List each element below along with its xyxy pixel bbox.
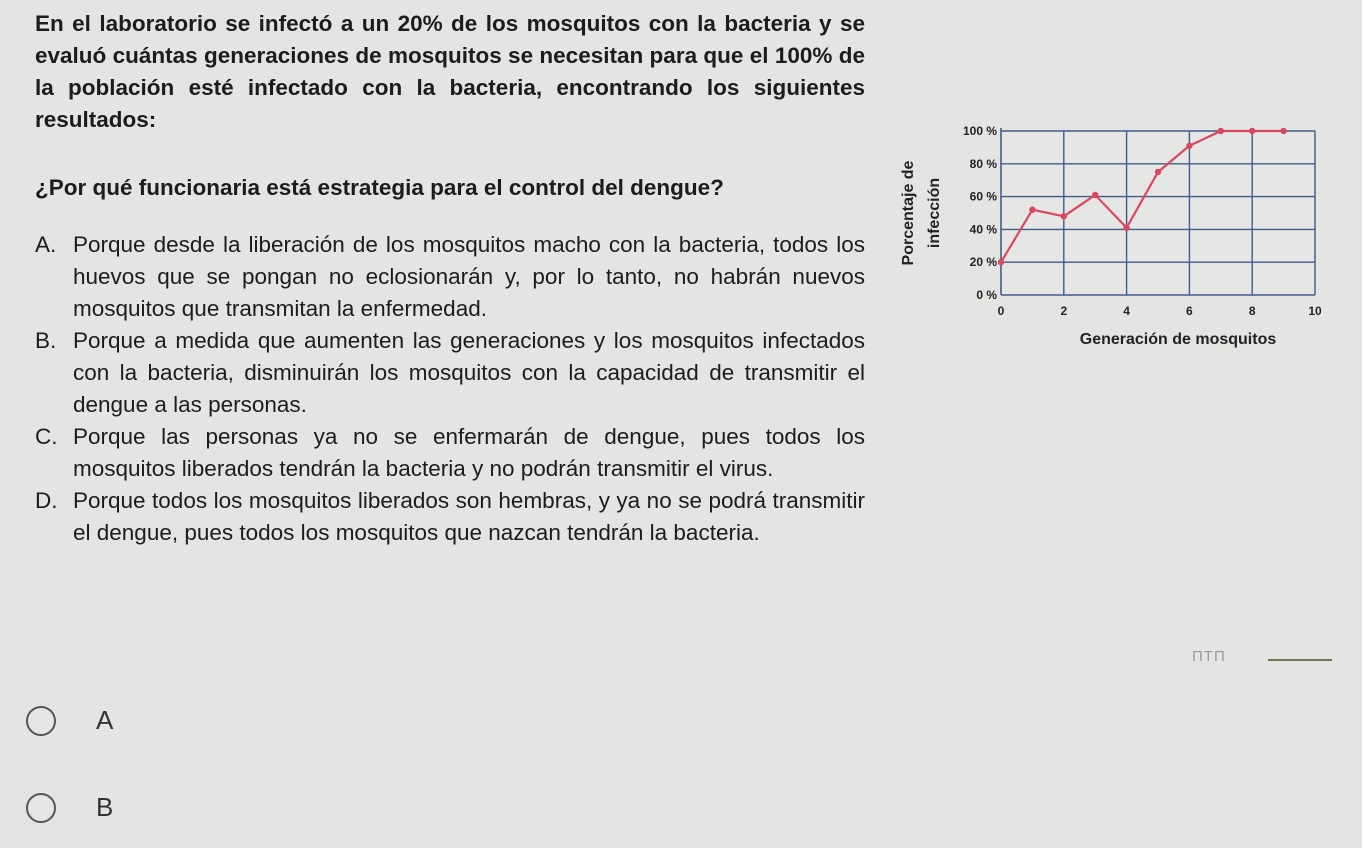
answer-option-a[interactable]	[26, 705, 113, 736]
question-intro: En el laboratorio se infectó a un 20% de los mosquitos con la bacteria y se evaluó cuántas generaciones de mosquitos se necesitan para que el 100% de la población esté infectado con la bacteria, encontrando los siguientes resultados:	[35, 11, 865, 132]
x-tick-label: 2	[1060, 304, 1068, 318]
option-letter: B.	[35, 328, 57, 353]
data-point	[1186, 143, 1192, 149]
x-axis-title: Generación de mosquitos	[1079, 331, 1277, 348]
option-text: Porque las personas ya no se enfermarán de dengue, pues todos los mosquitos liberados tendrán la bacteria y no podrán transmitir el virus.	[73, 424, 865, 481]
answer-option-b[interactable]	[26, 792, 113, 823]
option-d	[35, 485, 865, 549]
option-letter: C.	[35, 424, 58, 449]
y-tick-label: 20 %	[969, 255, 997, 270]
options-list	[35, 229, 865, 549]
data-point	[1029, 207, 1035, 213]
faint-text: ПТП	[1192, 648, 1226, 665]
y-tick-label: 80 %	[969, 156, 997, 171]
x-tick-label: 0	[997, 304, 1005, 318]
question-prompt: ¿Por qué funcionaria está estrategia para el control del dengue?	[35, 175, 724, 200]
infection-chart	[880, 110, 1350, 370]
answer-label-a: A	[96, 705, 114, 735]
x-tick-label: 6	[1186, 304, 1193, 318]
x-tick-label: 8	[1248, 304, 1256, 318]
data-point	[1061, 213, 1067, 219]
option-text: Porque desde la liberación de los mosquitos macho con la bacteria, todos los huevos que se pongan no eclosionarán y, por lo tanto, no habrán nuevos mosquitos que transmitan la enfermedad.	[73, 232, 865, 321]
y-tick-label: 40 %	[969, 222, 997, 237]
x-tick-label: 4	[1123, 304, 1130, 318]
faint-underline	[1268, 659, 1332, 661]
option-a	[35, 229, 865, 325]
question-block	[35, 8, 865, 549]
radio-button-b[interactable]	[26, 793, 56, 823]
option-b	[35, 325, 865, 421]
chart-svg	[880, 110, 1350, 370]
option-letter: D.	[35, 488, 58, 513]
x-tick-label: 10	[1308, 304, 1322, 318]
data-point	[1092, 192, 1098, 198]
y-axis-title: infección	[926, 177, 943, 249]
y-tick-label: 100 %	[962, 124, 997, 138]
data-point	[1155, 169, 1161, 175]
data-point	[1123, 225, 1129, 231]
data-point	[1249, 128, 1255, 134]
data-point	[998, 259, 1004, 265]
option-letter: A.	[35, 232, 57, 257]
radio-button-a[interactable]	[26, 706, 56, 736]
y-tick-label: 0 %	[976, 288, 997, 302]
option-text: Porque a medida que aumenten las generaciones y los mosquitos infectados con la bacteria, disminuirán los mosquitos con la capacidad de transmitir el dengue a las personas.	[73, 328, 865, 417]
data-point	[1280, 128, 1286, 134]
answer-label-b: B	[96, 792, 114, 822]
option-c	[35, 421, 865, 485]
data-point	[1218, 128, 1224, 134]
y-axis-title: Porcentaje de	[900, 160, 917, 266]
y-tick-label: 60 %	[969, 189, 997, 204]
option-text: Porque todos los mosquitos liberados son hembras, y ya no se podrá transmitir el dengue, pues todos los mosquitos que nazcan tendrán la bacteria.	[73, 488, 865, 545]
